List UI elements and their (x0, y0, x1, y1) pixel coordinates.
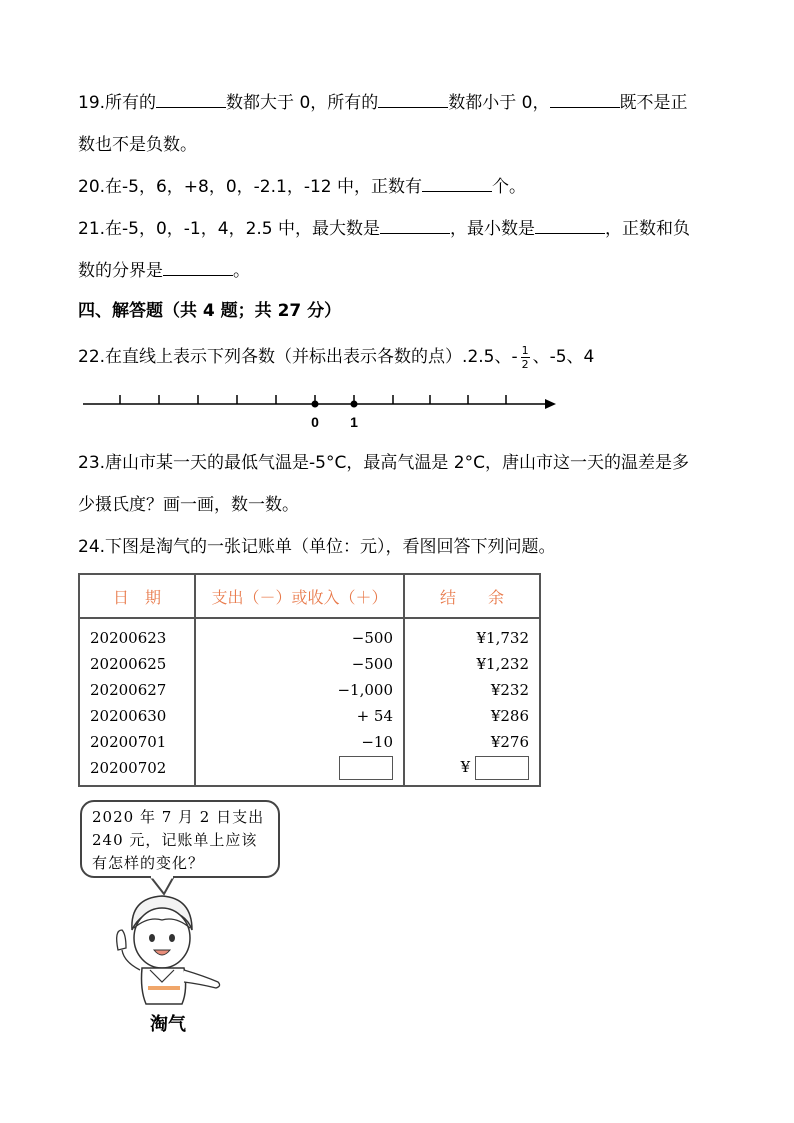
question-21-line2: 数的分界是 。 (78, 261, 250, 281)
cell-amount: −10 (195, 729, 404, 755)
header-date: 日 期 (79, 574, 195, 618)
cell-date: 20200701 (79, 729, 195, 755)
cell-balance: ¥1,232 (404, 651, 540, 677)
question-24: 24.下图是淘气的一张记账单（单位：元），看图回答下列问题。 (78, 537, 556, 557)
ledger-table (78, 573, 541, 787)
arrow-head-icon (545, 399, 556, 409)
cell-date: 20200625 (79, 651, 195, 677)
answer-blank[interactable] (156, 91, 226, 108)
question-20: 20.在-5，6，+8，0，-2.1，-12 中，正数有 个。 (78, 177, 527, 197)
cell-balance: ¥ (404, 755, 540, 786)
cell-amount: −1,000 (195, 677, 404, 703)
cell-date: 20200702 (79, 755, 195, 786)
one-point (351, 401, 358, 408)
fraction: $\frac{1}{2}$ (521, 343, 529, 371)
question-19-line2: 数也不是负数。 (78, 135, 197, 155)
cell-amount: + 54 (195, 703, 404, 729)
header-amount: 支出（－）或收入（＋） (195, 574, 404, 618)
header-balance: 结 余 (404, 574, 540, 618)
amount-answer-box[interactable] (339, 756, 393, 780)
cell-date: 20200630 (79, 703, 195, 729)
cell-balance: ¥1,732 (404, 618, 540, 651)
cell-balance: ¥286 (404, 703, 540, 729)
question-23-line2: 少摄氏度？画一画，数一数。 (78, 495, 299, 515)
zero-point (312, 401, 319, 408)
table-row (79, 755, 540, 786)
answer-blank[interactable] (380, 217, 450, 234)
number-line[interactable] (78, 384, 558, 434)
cell-date: 20200627 (79, 677, 195, 703)
question-23-line1: 23.唐山市某一天的最低气温是-5°C，最高气温是 2°C，唐山市这一天的温差是多 (78, 453, 689, 473)
table-row (79, 618, 540, 651)
cell-amount: −500 (195, 618, 404, 651)
table-row (79, 651, 540, 677)
answer-blank[interactable] (422, 175, 492, 192)
cell-amount (195, 755, 404, 786)
table-row (79, 703, 540, 729)
boy-character-illustration (100, 890, 230, 1010)
balance-answer-box[interactable] (475, 756, 529, 780)
ledger-header-row (79, 574, 540, 618)
table-row (79, 729, 540, 755)
cell-balance: ¥232 (404, 677, 540, 703)
speech-bubble: 2020 年 7 月 2 日支出 240 元，记账单上应该 有怎样的变化？ (80, 800, 280, 878)
one-label: 1 (350, 414, 358, 430)
answer-blank[interactable] (550, 91, 620, 108)
table-row (79, 677, 540, 703)
section-4-heading: 四、解答题（共 4 题；共 27 分） (78, 301, 342, 321)
cell-date: 20200623 (79, 618, 195, 651)
answer-blank[interactable] (378, 91, 448, 108)
answer-blank[interactable] (163, 259, 233, 276)
zero-label: 0 (311, 414, 319, 430)
cell-amount: −500 (195, 651, 404, 677)
character-name: 淘气 (150, 1014, 186, 1035)
question-22: 22.在直线上表示下列各数（并标出表示各数的点）.2.5、- $\frac{1}{2}$ 、-5、4 (78, 343, 595, 371)
answer-blank[interactable] (535, 217, 605, 234)
question-21-line1: 21.在-5，0，-1，4，2.5 中，最大数是 ，最小数是 ，正数和负 (78, 219, 691, 239)
cell-balance: ¥276 (404, 729, 540, 755)
question-19-line1: 19.所有的 数都大于 0，所有的 数都小于 0， 既不是正 (78, 93, 688, 113)
